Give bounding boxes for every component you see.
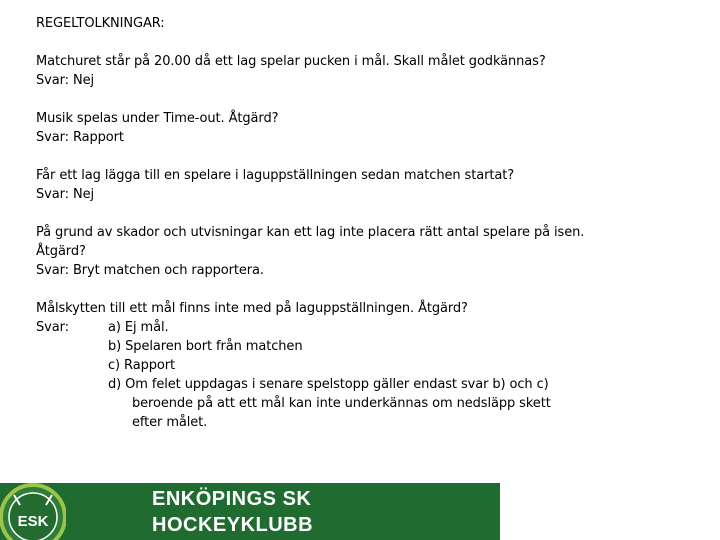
question-3: Får ett lag lägga till en spelare i laguppställningen sedan matchen startat? bbox=[36, 168, 514, 183]
logo-text: ESK bbox=[17, 513, 49, 530]
answer-5-option-d: d) Om felet uppdagas i senare spelstopp gäller endast svar b) och c) bbox=[108, 377, 549, 392]
answer-5-label: Svar: bbox=[36, 320, 69, 335]
answer-1: Svar: Nej bbox=[36, 73, 94, 88]
question-5: Målskytten till ett mål finns inte med på laguppställningen. Åtgärd? bbox=[36, 301, 468, 316]
club-name-line1: ENKÖPINGS SK bbox=[152, 488, 312, 510]
answer-5-option-b: b) Spelaren bort från matchen bbox=[108, 339, 303, 354]
question-4: På grund av skador och utvisningar kan ett lag inte placera rätt antal spelare på isen. bbox=[36, 225, 585, 240]
answer-5-option-c: c) Rapport bbox=[108, 358, 175, 373]
question-1: Matchuret står på 20.00 då ett lag spelar pucken i mål. Skall målet godkännas? bbox=[36, 54, 546, 69]
slide-body bbox=[36, 14, 706, 432]
answer-5-row bbox=[36, 318, 706, 337]
club-name bbox=[152, 486, 313, 538]
answer-5-option-d-cont1: beroende på att ett mål kan inte underkännas om nedsläpp skett bbox=[132, 396, 551, 411]
club-logo bbox=[0, 483, 66, 540]
answer-4: Svar: Bryt matchen och rapportera. bbox=[36, 263, 264, 278]
answer-2: Svar: Rapport bbox=[36, 130, 124, 145]
answer-5-option-a: a) Ej mål. bbox=[108, 320, 169, 335]
question-2: Musik spelas under Time-out. Åtgärd? bbox=[36, 111, 279, 126]
answer-3: Svar: Nej bbox=[36, 187, 94, 202]
question-4-cont: Åtgärd? bbox=[36, 244, 86, 259]
answer-5-option-d-cont2: efter målet. bbox=[132, 415, 208, 430]
club-name-line2: HOCKEYKLUBB bbox=[152, 514, 314, 536]
heading: REGELTOLKNINGAR: bbox=[36, 16, 165, 31]
